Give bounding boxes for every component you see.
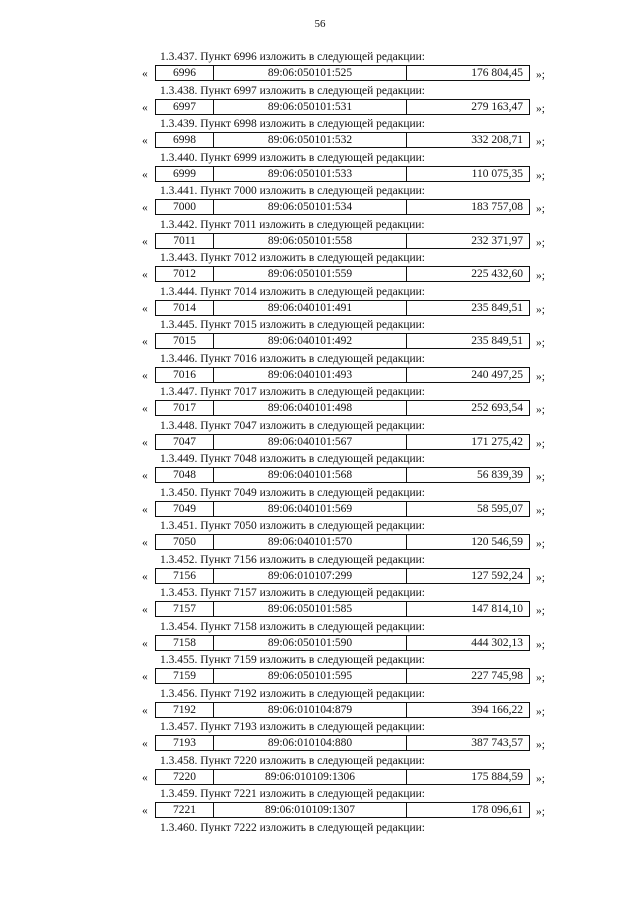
- cadastral-number-cell: 89:06:040101:567: [214, 435, 407, 449]
- table-row: [155, 769, 530, 785]
- amendment-heading: 1.3.442. Пункт 7011 изложить в следующей редакции:: [160, 218, 425, 231]
- opening-quote: «: [142, 570, 148, 583]
- opening-quote: «: [142, 269, 148, 281]
- item-number-cell: 7016: [156, 368, 214, 382]
- value-cell: 240 497,25: [471, 368, 523, 381]
- amendment-entry: [0, 350, 640, 384]
- value-cell: 176 804,45: [471, 67, 523, 79]
- final-amendment: [0, 819, 640, 853]
- table-row: [155, 400, 530, 416]
- item-number-cell: 7047: [156, 435, 214, 449]
- table-row: [155, 601, 530, 617]
- closing-quote: »;: [536, 772, 545, 785]
- table-row: [155, 99, 530, 115]
- closing-quote: »;: [536, 638, 545, 651]
- closing-quote: »;: [536, 169, 545, 182]
- document-body: [0, 48, 640, 852]
- value-cell: 332 208,71: [471, 134, 523, 146]
- cadastral-number-cell: 89:06:010104:880: [214, 736, 407, 750]
- cadastral-number-cell: 89:06:050101:532: [214, 133, 407, 147]
- table-row: [155, 534, 530, 550]
- opening-quote: «: [142, 403, 148, 415]
- cadastral-number-cell: 89:06:050101:525: [214, 66, 407, 80]
- amendment-heading: 1.3.447. Пункт 7017 изложить в следующей редакции:: [160, 386, 425, 398]
- amendment-entry: [0, 752, 640, 786]
- value-cell: 444 302,13: [471, 636, 523, 649]
- amendment-entry: [0, 651, 640, 685]
- table-row: [155, 166, 530, 182]
- cadastral-number-cell: 89:06:040101:568: [214, 468, 407, 482]
- closing-quote: »;: [536, 102, 545, 115]
- closing-quote: »;: [536, 705, 545, 718]
- opening-quote: «: [142, 604, 148, 616]
- cadastral-number-cell: 89:06:050101:533: [214, 167, 407, 181]
- amendment-heading: 1.3.455. Пункт 7159 изложить в следующей редакции:: [160, 654, 425, 666]
- item-number-cell: 7049: [156, 502, 214, 516]
- item-number-cell: 7012: [156, 267, 214, 281]
- cadastral-number-cell: 89:06:010109:1307: [214, 803, 407, 817]
- item-number-cell: 6996: [156, 66, 214, 80]
- item-number-cell: 7050: [156, 535, 214, 549]
- opening-quote: «: [142, 336, 148, 348]
- value-cell: 127 592,24: [471, 569, 523, 582]
- closing-quote: »;: [536, 672, 545, 684]
- amendment-entry: [0, 685, 640, 719]
- amendment-heading: 1.3.452. Пункт 7156 изложить в следующей редакции:: [160, 553, 425, 566]
- amendment-entry: [0, 283, 640, 317]
- value-cell: 183 757,08: [471, 201, 523, 213]
- amendment-heading: 1.3.459. Пункт 7221 изложить в следующей редакции:: [160, 788, 425, 800]
- cadastral-number-cell: 89:06:050101:534: [214, 200, 407, 214]
- item-number-cell: 6998: [156, 133, 214, 147]
- item-number-cell: 7159: [156, 669, 214, 683]
- cadastral-number-cell: 89:06:040101:498: [214, 401, 407, 415]
- closing-quote: »;: [536, 370, 545, 383]
- table-row: [155, 300, 530, 316]
- cadastral-number-cell: 89:06:010109:1306: [214, 770, 407, 784]
- item-number-cell: 7156: [156, 569, 214, 583]
- amendment-heading: 1.3.441. Пункт 7000 изложить в следующей редакции:: [160, 185, 425, 197]
- closing-quote: »;: [536, 538, 545, 550]
- item-number-cell: 7192: [156, 703, 214, 717]
- opening-quote: «: [142, 436, 148, 449]
- table-row: [155, 434, 530, 450]
- amendment-heading: 1.3.451. Пункт 7050 изложить в следующей редакции:: [160, 520, 425, 532]
- item-number-cell: 7014: [156, 301, 214, 315]
- amendment-heading: 1.3.460. Пункт 7222 изложить в следующей редакции:: [160, 821, 425, 834]
- value-cell: 58 595,07: [477, 502, 523, 515]
- closing-quote: »;: [536, 337, 545, 349]
- amendment-entry: [0, 618, 640, 652]
- table-row: [155, 132, 530, 148]
- amendment-entry: [0, 785, 640, 819]
- table-row: [155, 467, 530, 483]
- value-cell: 235 849,51: [471, 335, 523, 347]
- amendment-heading: 1.3.437. Пункт 6996 изложить в следующей редакции:: [160, 51, 425, 63]
- value-cell: 225 432,60: [471, 268, 523, 280]
- item-number-cell: 7220: [156, 770, 214, 784]
- opening-quote: «: [142, 68, 148, 80]
- table-row: [155, 735, 530, 751]
- amendment-entry: [0, 383, 640, 417]
- opening-quote: «: [142, 537, 148, 549]
- cadastral-number-cell: 89:06:050101:531: [214, 100, 407, 114]
- opening-quote: «: [142, 101, 148, 114]
- amendment-heading: 1.3.458. Пункт 7220 изложить в следующей редакции:: [160, 754, 425, 767]
- cadastral-number-cell: 89:06:040101:492: [214, 334, 407, 348]
- item-number-cell: 7048: [156, 468, 214, 482]
- amendment-heading: 1.3.448. Пункт 7047 изложить в следующей редакции:: [160, 419, 425, 432]
- item-number-cell: 6999: [156, 167, 214, 181]
- table-row: [155, 266, 530, 282]
- amendment-heading: 1.3.457. Пункт 7193 изложить в следующей редакции:: [160, 721, 425, 733]
- amendment-heading: 1.3.438. Пункт 6997 изложить в следующей редакции:: [160, 84, 425, 97]
- item-number-cell: 7221: [156, 803, 214, 817]
- value-cell: 279 163,47: [471, 100, 523, 113]
- amendment-heading: 1.3.454. Пункт 7158 изложить в следующей редакции:: [160, 620, 425, 633]
- value-cell: 394 166,22: [471, 703, 523, 716]
- value-cell: 252 693,54: [471, 402, 523, 414]
- amendment-heading: 1.3.440. Пункт 6999 изложить в следующей редакции:: [160, 151, 425, 164]
- amendment-entry: [0, 417, 640, 451]
- amendment-heading: 1.3.444. Пункт 7014 изложить в следующей редакции:: [160, 285, 425, 298]
- closing-quote: »;: [536, 236, 545, 249]
- value-cell: 56 839,39: [477, 469, 523, 481]
- amendment-heading: 1.3.439. Пункт 6998 изложить в следующей редакции:: [160, 118, 425, 130]
- opening-quote: «: [142, 671, 148, 683]
- cadastral-number-cell: 89:06:010107:299: [214, 569, 407, 583]
- opening-quote: «: [142, 235, 148, 248]
- cadastral-number-cell: 89:06:050101:558: [214, 234, 407, 248]
- amendment-entry: [0, 551, 640, 585]
- item-number-cell: 7157: [156, 602, 214, 616]
- closing-quote: »;: [536, 69, 545, 81]
- item-number-cell: 7193: [156, 736, 214, 750]
- closing-quote: »;: [536, 739, 545, 751]
- opening-quote: «: [142, 704, 148, 717]
- opening-quote: «: [142, 503, 148, 516]
- value-cell: 171 275,42: [471, 435, 523, 448]
- cadastral-number-cell: 89:06:050101:559: [214, 267, 407, 281]
- value-cell: 232 371,97: [471, 234, 523, 247]
- amendment-entry: [0, 316, 640, 350]
- table-row: [155, 568, 530, 584]
- amendment-heading: 1.3.453. Пункт 7157 изложить в следующей редакции:: [160, 587, 425, 599]
- opening-quote: «: [142, 168, 148, 181]
- cadastral-number-cell: 89:06:040101:569: [214, 502, 407, 516]
- table-row: [155, 501, 530, 517]
- opening-quote: «: [142, 738, 148, 750]
- item-number-cell: 7017: [156, 401, 214, 415]
- opening-quote: «: [142, 805, 148, 817]
- amendment-heading: 1.3.450. Пункт 7049 изложить в следующей редакции:: [160, 486, 425, 499]
- opening-quote: «: [142, 470, 148, 482]
- opening-quote: «: [142, 369, 148, 382]
- value-cell: 120 546,59: [471, 536, 523, 548]
- amendment-entry: [0, 216, 640, 250]
- closing-quote: »;: [536, 806, 545, 818]
- amendment-heading: 1.3.449. Пункт 7048 изложить в следующей редакции:: [160, 453, 425, 465]
- cadastral-number-cell: 89:06:040101:493: [214, 368, 407, 382]
- table-row: [155, 65, 530, 81]
- table-row: [155, 702, 530, 718]
- item-number-cell: 7015: [156, 334, 214, 348]
- table-row: [155, 635, 530, 651]
- table-row: [155, 233, 530, 249]
- table-row: [155, 367, 530, 383]
- table-row: [155, 802, 530, 818]
- closing-quote: »;: [536, 437, 545, 450]
- amendment-entry: [0, 584, 640, 618]
- amendment-entry: [0, 249, 640, 283]
- amendment-entry: [0, 718, 640, 752]
- closing-quote: »;: [536, 136, 545, 148]
- item-number-cell: 7158: [156, 636, 214, 650]
- value-cell: 110 075,35: [471, 167, 523, 180]
- table-row: [155, 333, 530, 349]
- amendment-entry: [0, 82, 640, 116]
- amendment-entry: [0, 182, 640, 216]
- closing-quote: »;: [536, 504, 545, 517]
- value-cell: 178 096,61: [471, 804, 523, 816]
- value-cell: 227 745,98: [471, 670, 523, 682]
- amendment-heading: 1.3.443. Пункт 7012 изложить в следующей редакции:: [160, 252, 425, 264]
- closing-quote: »;: [536, 571, 545, 584]
- table-row: [155, 199, 530, 215]
- closing-quote: »;: [536, 404, 545, 416]
- value-cell: 235 849,51: [471, 301, 523, 314]
- closing-quote: »;: [536, 270, 545, 282]
- item-number-cell: 6997: [156, 100, 214, 114]
- cadastral-number-cell: 89:06:010104:879: [214, 703, 407, 717]
- closing-quote: »;: [536, 203, 545, 215]
- amendment-list: [0, 48, 640, 819]
- closing-quote: »;: [536, 471, 545, 483]
- amendment-entry: [0, 450, 640, 484]
- value-cell: 175 884,59: [471, 770, 523, 783]
- cadastral-number-cell: 89:06:040101:570: [214, 535, 407, 549]
- opening-quote: «: [142, 637, 148, 650]
- opening-quote: «: [142, 771, 148, 784]
- amendment-entry: [0, 149, 640, 183]
- item-number-cell: 7000: [156, 200, 214, 214]
- opening-quote: «: [142, 302, 148, 315]
- table-row: [155, 668, 530, 684]
- value-cell: 387 743,57: [471, 737, 523, 749]
- amendment-entry: [0, 48, 640, 82]
- opening-quote: «: [142, 202, 148, 214]
- opening-quote: «: [142, 135, 148, 147]
- cadastral-number-cell: 89:06:050101:590: [214, 636, 407, 650]
- amendment-entry: [0, 115, 640, 149]
- item-number-cell: 7011: [156, 234, 214, 248]
- cadastral-number-cell: 89:06:050101:595: [214, 669, 407, 683]
- closing-quote: »;: [536, 605, 545, 617]
- cadastral-number-cell: 89:06:050101:585: [214, 602, 407, 616]
- cadastral-number-cell: 89:06:040101:491: [214, 301, 407, 315]
- value-cell: 147 814,10: [471, 603, 523, 615]
- page-number: 56: [314, 18, 326, 30]
- amendment-entry: [0, 484, 640, 518]
- amendment-heading: 1.3.445. Пункт 7015 изложить в следующей редакции:: [160, 319, 425, 331]
- amendment-heading: 1.3.446. Пункт 7016 изложить в следующей редакции:: [160, 352, 425, 365]
- amendment-entry: [0, 517, 640, 551]
- amendment-heading: 1.3.456. Пункт 7192 изложить в следующей редакции:: [160, 687, 425, 700]
- closing-quote: »;: [536, 303, 545, 316]
